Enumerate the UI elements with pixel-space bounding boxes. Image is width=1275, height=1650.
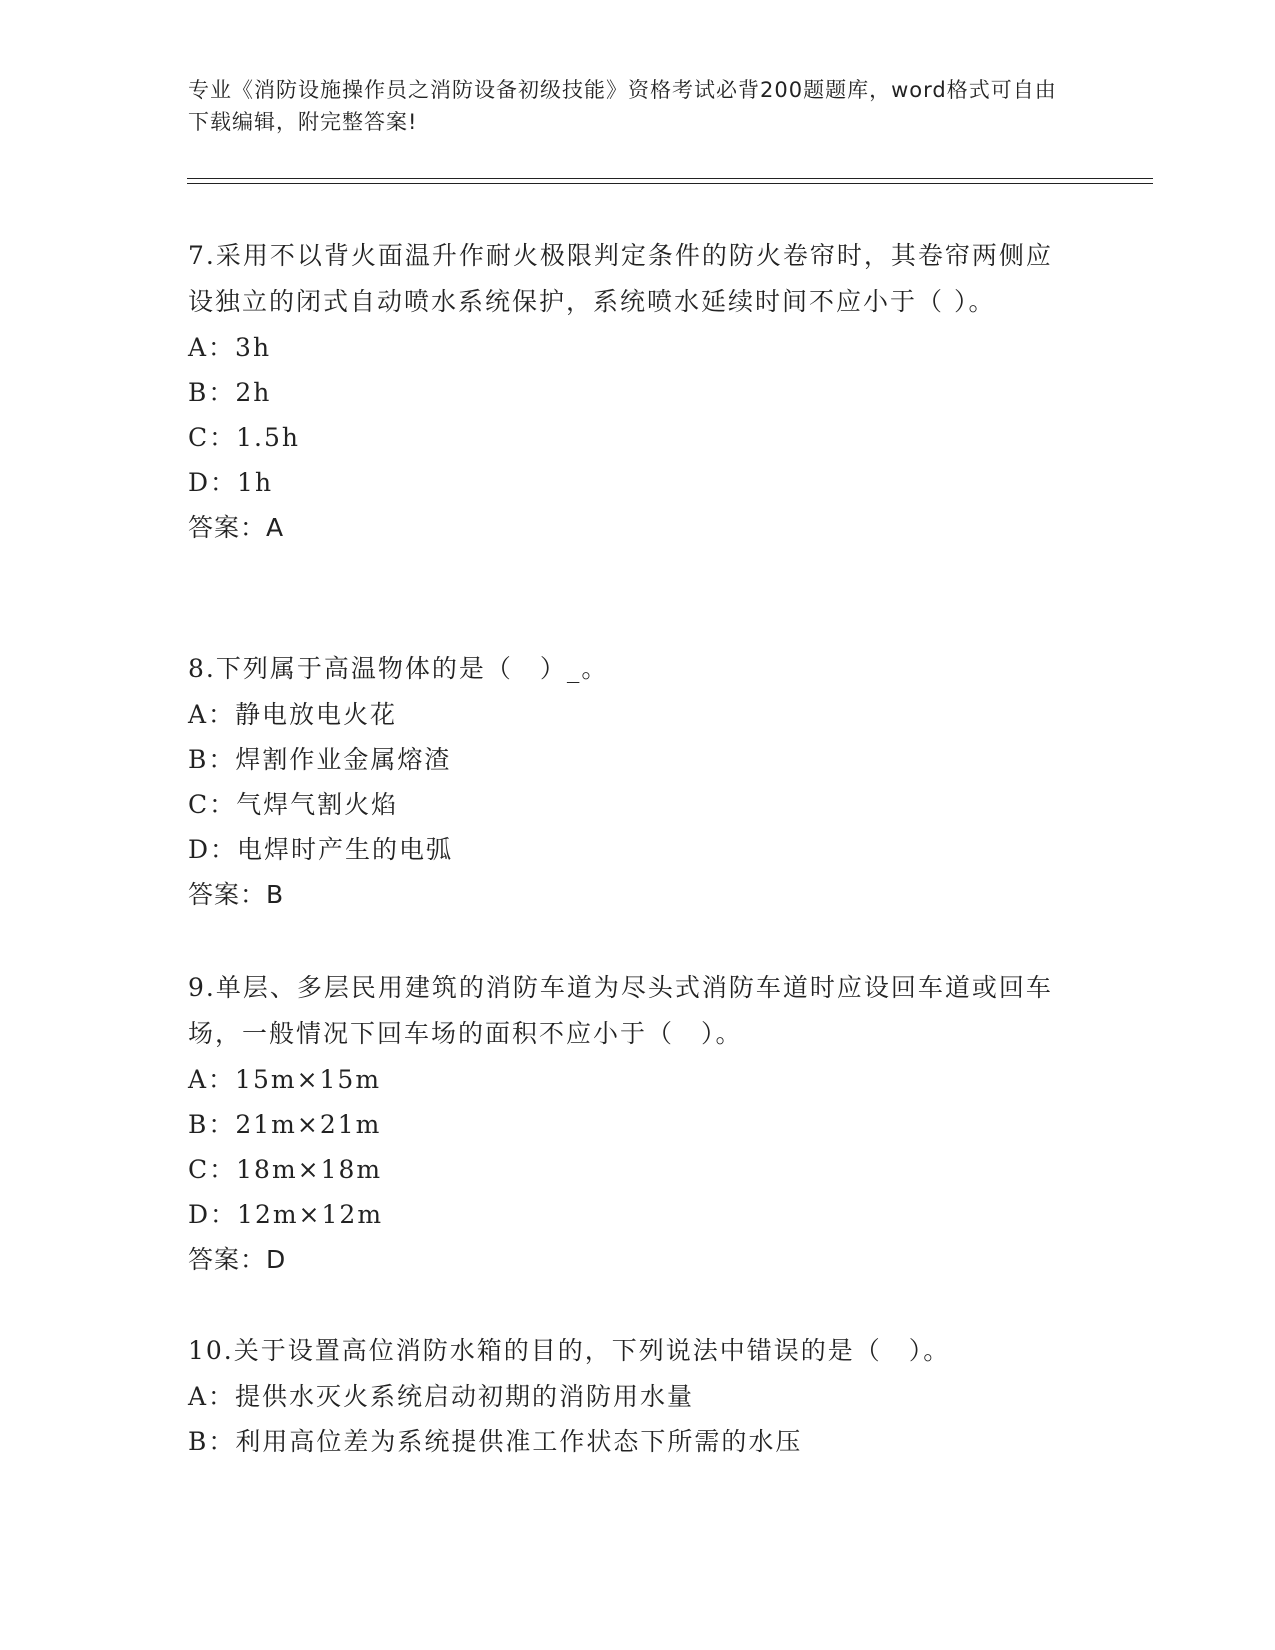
option-b: B：21m×21m: [188, 1110, 382, 1139]
option-d: D：12m×12m: [188, 1200, 384, 1229]
question-10: [188, 1328, 1068, 1464]
answer-line: 答案：A: [188, 513, 285, 542]
question-stem: 7.采用不以背火面温升作耐火极限判定条件的防火卷帘时，其卷帘两侧应设独立的闭式自动喷水系统保护，系统喷水延续时间不应小于（ ）。: [188, 241, 1053, 316]
question-9: [188, 965, 1068, 1282]
option-d: D：电焊时产生的电弧: [188, 835, 454, 864]
question-stem: 9.单层、多层民用建筑的消防车道为尽头式消防车道时应设回车道或回车场，一般情况下回车场的面积不应小于（ ）。: [188, 973, 1053, 1048]
question-7: [188, 233, 1068, 550]
option-c: C：18m×18m: [188, 1155, 383, 1184]
option-b: B：利用高位差为系统提供准工作状态下所需的水压: [188, 1427, 803, 1456]
option-c: C：1.5h: [188, 423, 300, 452]
option-b: B：2h: [188, 378, 272, 407]
option-b: B：焊割作业金属熔渣: [188, 745, 452, 774]
option-d: D：1h: [188, 468, 274, 497]
document-header: 专业《消防设施操作员之消防设备初级技能》资格考试必背200题题库，word格式可自由下载编辑，附完整答案!: [188, 78, 1057, 134]
option-a: A：3h: [188, 333, 272, 362]
question-stem: 10.关于设置高位消防水箱的目的，下列说法中错误的是（ ）。: [188, 1336, 951, 1365]
answer-line: 答案：B: [188, 880, 285, 909]
header-divider-top: [187, 178, 1153, 179]
answer-line: 答案：D: [188, 1245, 287, 1274]
question-stem: 8.下列属于高温物体的是（ ）_。: [188, 654, 609, 683]
option-a: A：静电放电火花: [188, 700, 398, 729]
option-a: A：提供水灭火系统启动初期的消防用水量: [188, 1382, 695, 1411]
header-divider-bottom: [187, 183, 1153, 184]
option-c: C：气焊气割火焰: [188, 790, 399, 819]
option-a: A：15m×15m: [188, 1065, 382, 1094]
question-8: [188, 646, 1068, 917]
